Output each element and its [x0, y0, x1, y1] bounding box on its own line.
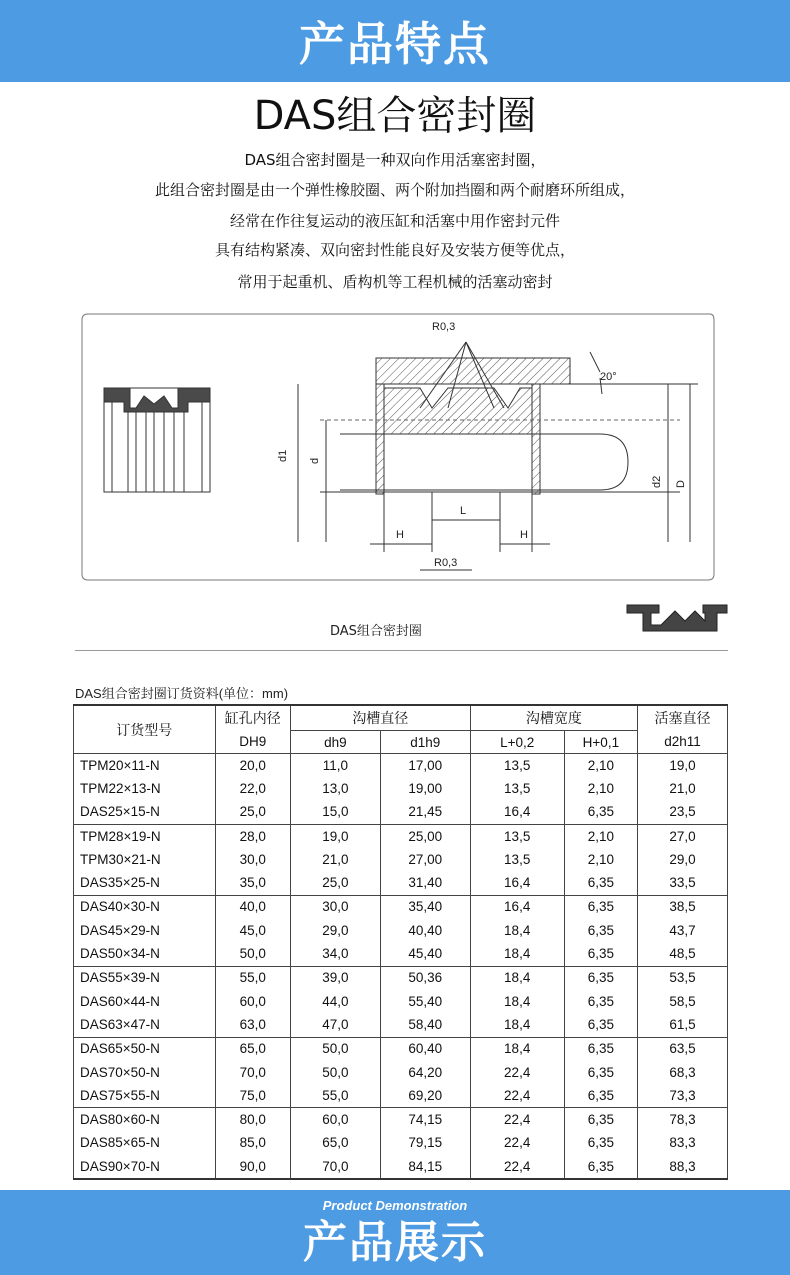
cell-value: 43,7: [638, 919, 728, 942]
cell-value: 13,5: [470, 848, 564, 871]
sub-dh9: dh9: [290, 731, 380, 754]
cell-value: 58,40: [380, 1013, 470, 1037]
cell-value: 75,0: [215, 1084, 290, 1108]
cell-value: 13,5: [470, 824, 564, 848]
cell-value: 88,3: [638, 1155, 728, 1179]
cell-value: 11,0: [290, 754, 380, 778]
cell-model: DAS65×50-N: [74, 1037, 216, 1061]
cell-model: DAS45×29-N: [74, 919, 216, 942]
cell-model: TPM28×19-N: [74, 824, 216, 848]
cell-value: 50,0: [290, 1037, 380, 1061]
table-row: [74, 895, 728, 919]
cell-value: 6,35: [564, 1037, 637, 1061]
cell-value: 13,0: [290, 777, 380, 800]
cell-value: 19,0: [290, 824, 380, 848]
cell-value: 17,00: [380, 754, 470, 778]
cell-value: 28,0: [215, 824, 290, 848]
table-row: [74, 871, 728, 895]
label-d1: d1: [277, 449, 289, 462]
cell-value: 45,40: [380, 942, 470, 966]
cell-value: 44,0: [290, 990, 380, 1013]
cell-value: 65,0: [290, 1132, 380, 1155]
cell-value: 6,35: [564, 895, 637, 919]
cell-value: 90,0: [215, 1155, 290, 1179]
cell-value: 38,5: [638, 895, 728, 919]
product-title: DAS组合密封圈: [253, 93, 537, 139]
cell-value: 16,4: [470, 871, 564, 895]
cell-value: 69,20: [380, 1084, 470, 1108]
cell-value: 34,0: [290, 942, 380, 966]
cell-model: DAS63×47-N: [74, 1013, 216, 1037]
cell-value: 58,5: [638, 990, 728, 1013]
cell-value: 31,40: [380, 871, 470, 895]
cell-value: 84,15: [380, 1155, 470, 1179]
cell-value: 22,4: [470, 1155, 564, 1179]
col-piston-diameter: 活塞直径: [638, 705, 728, 731]
cell-value: 78,3: [638, 1108, 728, 1132]
cell-value: 64,20: [380, 1061, 470, 1084]
cell-model: DAS40×30-N: [74, 895, 216, 919]
seal-side-view: [104, 388, 210, 492]
footer-subtitle: Product Demonstration: [322, 1198, 468, 1213]
table-row: [74, 1108, 728, 1132]
cell-value: 18,4: [470, 919, 564, 942]
cell-value: 13,5: [470, 777, 564, 800]
table-row: [74, 990, 728, 1013]
description-line: 具有结构紧凑、双向密封性能良好及安装方便等优点，: [214, 241, 575, 259]
cell-value: 60,0: [215, 990, 290, 1013]
cell-value: 80,0: [215, 1108, 290, 1132]
drawing-caption: DAS组合密封圈: [330, 624, 422, 639]
table-row: [74, 1061, 728, 1084]
table-row: [74, 966, 728, 990]
description-line: 经常在作往复运动的液压缸和活塞中用作密封元件: [229, 212, 560, 230]
cell-value: 22,0: [215, 777, 290, 800]
description-line: DAS组合密封圈是一种双向作用活塞密封圈，: [244, 151, 546, 169]
cell-value: 18,4: [470, 966, 564, 990]
sub-L: L+0,2: [470, 731, 564, 754]
cell-value: 2,10: [564, 824, 637, 848]
seal-technical-drawing: [80, 312, 716, 582]
cell-value: 47,0: [290, 1013, 380, 1037]
cell-value: 55,0: [290, 1084, 380, 1108]
cell-value: 29,0: [290, 919, 380, 942]
header-title: 产品特点: [299, 17, 491, 71]
table-row: [74, 1013, 728, 1037]
sub-d2h11: d2h11: [638, 731, 728, 754]
cell-value: 21,45: [380, 801, 470, 825]
table-header-row: [74, 705, 728, 731]
cell-value: 22,4: [470, 1108, 564, 1132]
table-row: [74, 1132, 728, 1155]
cell-model: DAS80×60-N: [74, 1108, 216, 1132]
footer-title: 产品展示: [303, 1217, 487, 1268]
label-H-left: H: [396, 529, 404, 541]
label-r-bottom: R0,3: [434, 557, 458, 569]
seal-section-view: [298, 342, 698, 570]
cell-model: DAS75×55-N: [74, 1084, 216, 1108]
cell-value: 6,35: [564, 990, 637, 1013]
cell-value: 25,0: [215, 801, 290, 825]
cell-value: 63,5: [638, 1037, 728, 1061]
cell-model: TPM22×13-N: [74, 777, 216, 800]
cell-value: 30,0: [215, 848, 290, 871]
cell-value: 70,0: [215, 1061, 290, 1084]
cell-value: 22,4: [470, 1061, 564, 1084]
cell-value: 23,5: [638, 801, 728, 825]
cell-value: 20,0: [215, 754, 290, 778]
cell-value: 21,0: [638, 777, 728, 800]
table-row: [74, 942, 728, 966]
cell-value: 55,40: [380, 990, 470, 1013]
cell-value: 50,0: [290, 1061, 380, 1084]
cell-value: 2,10: [564, 754, 637, 778]
cell-value: 16,4: [470, 895, 564, 919]
cell-value: 6,35: [564, 942, 637, 966]
table-row: [74, 801, 728, 825]
cell-value: 16,4: [470, 801, 564, 825]
cell-value: 6,35: [564, 1013, 637, 1037]
cell-value: 35,40: [380, 895, 470, 919]
cell-model: DAS85×65-N: [74, 1132, 216, 1155]
cell-value: 79,15: [380, 1132, 470, 1155]
cell-value: 22,4: [470, 1132, 564, 1155]
label-H-right: H: [520, 529, 528, 541]
cell-value: 29,0: [638, 848, 728, 871]
col-groove-diameter: 沟槽直径: [290, 705, 470, 731]
description-line: 此组合密封圈是由一个弹性橡胶圈、两个附加挡圈和两个耐磨环所组成，: [154, 181, 635, 199]
cell-value: 22,4: [470, 1084, 564, 1108]
section-divider: [75, 650, 728, 651]
table-row: [74, 1155, 728, 1179]
cell-value: 6,35: [564, 801, 637, 825]
cell-value: 18,4: [470, 990, 564, 1013]
cell-value: 2,10: [564, 777, 637, 800]
table-caption: DAS组合密封圈订货资料(单位：mm): [75, 686, 289, 701]
cell-value: 65,0: [215, 1037, 290, 1061]
sub-d1h9: d1h9: [380, 731, 470, 754]
cell-value: 60,0: [290, 1108, 380, 1132]
cell-value: 45,0: [215, 919, 290, 942]
cell-value: 53,5: [638, 966, 728, 990]
col-groove-width: 沟槽宽度: [470, 705, 637, 731]
cell-value: 68,3: [638, 1061, 728, 1084]
cell-value: 60,40: [380, 1037, 470, 1061]
label-D: D: [675, 480, 687, 488]
table-row: [74, 1037, 728, 1061]
cell-model: TPM30×21-N: [74, 848, 216, 871]
label-L: L: [460, 505, 467, 517]
table-row: [74, 919, 728, 942]
cell-value: 19,0: [638, 754, 728, 778]
label-angle: 20°: [600, 371, 617, 383]
cell-value: 27,0: [638, 824, 728, 848]
cell-model: DAS25×15-N: [74, 801, 216, 825]
cell-value: 6,35: [564, 1132, 637, 1155]
cell-value: 6,35: [564, 966, 637, 990]
cell-value: 74,15: [380, 1108, 470, 1132]
description-line: 常用于起重机、盾构机等工程机械的活塞动密封: [237, 273, 553, 291]
cell-value: 61,5: [638, 1013, 728, 1037]
cell-value: 18,4: [470, 1037, 564, 1061]
cell-value: 6,35: [564, 919, 637, 942]
sub-DH9: DH9: [215, 731, 290, 754]
cell-value: 15,0: [290, 801, 380, 825]
cell-value: 70,0: [290, 1155, 380, 1179]
cell-value: 6,35: [564, 871, 637, 895]
cell-model: TPM20×11-N: [74, 754, 216, 778]
cell-model: DAS50×34-N: [74, 942, 216, 966]
cell-value: 73,3: [638, 1084, 728, 1108]
cell-value: 6,35: [564, 1155, 637, 1179]
label-d: d: [309, 457, 321, 464]
header-banner: [0, 0, 790, 82]
cell-value: 30,0: [290, 895, 380, 919]
sub-H: H+0,1: [564, 731, 637, 754]
footer-banner: [0, 1190, 790, 1275]
cell-value: 50,36: [380, 966, 470, 990]
table-row: [74, 777, 728, 800]
cell-value: 50,0: [215, 942, 290, 966]
seal-profile-icon: [625, 601, 729, 641]
cell-value: 63,0: [215, 1013, 290, 1037]
cell-value: 25,0: [290, 871, 380, 895]
cell-value: 27,00: [380, 848, 470, 871]
cell-value: 18,4: [470, 1013, 564, 1037]
cell-value: 6,35: [564, 1061, 637, 1084]
spec-table: [73, 704, 728, 1180]
cell-model: DAS90×70-N: [74, 1155, 216, 1179]
cell-value: 2,10: [564, 848, 637, 871]
cell-value: 18,4: [470, 942, 564, 966]
cell-model: DAS35×25-N: [74, 871, 216, 895]
cell-model: DAS55×39-N: [74, 966, 216, 990]
cell-value: 21,0: [290, 848, 380, 871]
cell-value: 33,5: [638, 871, 728, 895]
cell-value: 48,5: [638, 942, 728, 966]
cell-value: 40,0: [215, 895, 290, 919]
cell-value: 19,00: [380, 777, 470, 800]
cell-model: DAS70×50-N: [74, 1061, 216, 1084]
cell-value: 25,00: [380, 824, 470, 848]
label-r-top: R0,3: [432, 321, 456, 333]
cell-model: DAS60×44-N: [74, 990, 216, 1013]
cell-value: 35,0: [215, 871, 290, 895]
cell-value: 13,5: [470, 754, 564, 778]
cell-value: 83,3: [638, 1132, 728, 1155]
table-row: [74, 848, 728, 871]
cell-value: 40,40: [380, 919, 470, 942]
table-row: [74, 824, 728, 848]
cell-value: 6,35: [564, 1108, 637, 1132]
col-model: 订货型号: [74, 705, 216, 754]
cell-value: 55,0: [215, 966, 290, 990]
table-row: [74, 1084, 728, 1108]
cell-value: 6,35: [564, 1084, 637, 1108]
col-bore: 缸孔内径: [215, 705, 290, 731]
cell-value: 39,0: [290, 966, 380, 990]
table-row: [74, 754, 728, 778]
label-d2: d2: [651, 475, 663, 488]
cell-value: 85,0: [215, 1132, 290, 1155]
